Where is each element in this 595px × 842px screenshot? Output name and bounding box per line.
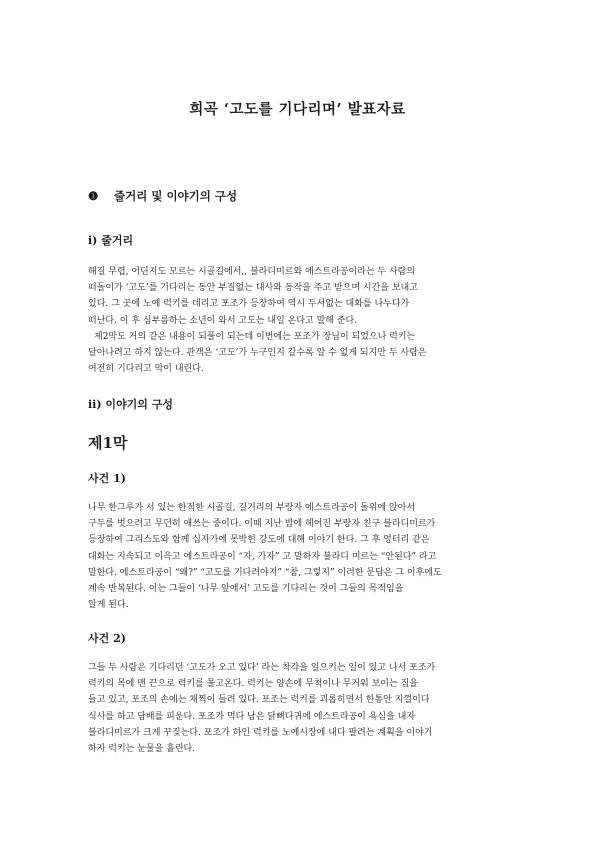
paragraph-line: 블라디미르가 크게 꾸짖는다. 포조가 하인 럭키를 노예시장에 내다 팔려는 계획을 이야기 — [88, 727, 433, 738]
paragraph-line: 알게 된다. — [88, 600, 129, 611]
paragraph-line: 해질 무렵, 어딘지도 모르는 시골길에서,, 블라디미르와 에스트라공이라는 두 사람의 — [88, 267, 416, 277]
paragraph-line: 여전히 기다리고 막이 내린다. — [88, 364, 204, 375]
paragraph-line: 럭키의 목에 맨 끈으로 럭키를 몰고온다. 럭키는 양손에 무척이나 무거워 보이는 짐을 — [88, 679, 418, 690]
paragraph-line: 식사를 하고 담배를 피운다. 포조가 먹다 남은 닭뼈다귀에 에스트라공이 욕심을 내자 — [88, 711, 416, 722]
subsection-heading-synopsis: i) 줄거리 — [88, 234, 134, 247]
numbered-bullet-icon: ❶ — [88, 189, 99, 203]
paragraph-line: 그들 두 사람은 기다리던 ‘고도가 오고 있다’ 라는 착각을 일으키는 일이 있고 나서 포조가 — [88, 663, 436, 673]
paragraph-line: 떠돌이가 ‘고도’를 기다리는 동안 부질없는 대사와 동작을 주고 받으며 시간을 보내고 — [88, 283, 418, 294]
event-1-paragraph — [88, 500, 518, 613]
paragraph-line: 말한다. 에스트라공이 “왜?” “고도를 기다려야지” “참, 그렇지” 이러한 문답은 그 이후에도 — [88, 567, 442, 578]
event-heading-2: 사건 2) — [88, 632, 126, 645]
act-heading: 제1막 — [88, 434, 128, 452]
synopsis-paragraph — [88, 264, 518, 377]
paragraph-line: 달아나려고 하지 않는다. 관객은 ‘고도’가 누구인지 갈수록 알 수 없게 되지만 두 사람은 — [88, 348, 427, 359]
section-heading — [88, 188, 237, 204]
paragraph-line: 떠난다. 이 후 심부름하는 소년이 와서 고도는 내일 온다고 말해 준다. — [88, 315, 358, 326]
event-2-paragraph — [88, 660, 518, 757]
event-heading-1: 사건 1) — [88, 472, 126, 485]
paragraph-line: 대화는 지속되고 이윽고 에스트라공이 “자, 가자” 고 말하자 블라디 미르는 “안된다” 라고 — [88, 551, 437, 562]
document-title: 희곡 ‘고도를 기다리며’ 발표자료 — [189, 101, 406, 118]
paragraph-line: 들고 있고, 포조의 손에는 채찍이 들려 있다. 포조는 럭키를 괴롭히면서 한통안 지껄이다 — [88, 695, 430, 706]
paragraph-line: 제2막도 거의 같은 내용이 되풀이 되는데 이번에는 포조가 장님이 되었으나 럭키는 — [94, 331, 416, 342]
paragraph-line: 있다. 그 곳에 노예 럭키를 데리고 포조가 등장하여 역시 두서없는 대화를 나누다가 — [88, 299, 410, 310]
paragraph-line: 하자 럭키는 눈물을 흘린다. — [88, 744, 196, 755]
paragraph-line: 구두를 벗으려고 무던히 애쓰는 중이다. 이때 지난 밤에 헤어진 부랑자 친구 블라디미르가 — [88, 519, 436, 530]
paragraph-line: 나무 한그루가 서 있는 한적한 시골길, 길거리의 부랑자 에스트라공이 돌위에 앉아서 — [88, 503, 416, 513]
subsection-heading-structure: ii) 이야기의 구성 — [88, 398, 173, 411]
paragraph-line: 등장하여 그리스도와 함께 십자가에 못박힌 강도에 대해 이야기 한다. 그 후 엉터리 같은 — [88, 535, 430, 546]
paragraph-line: 계속 반복된다. 이는 그들이 ‘나무 앞에서’ 고도를 기다리는 것이 그들의 목적임을 — [88, 584, 404, 595]
section-heading-text: 줄거리 및 이야기의 구성 — [114, 189, 238, 203]
